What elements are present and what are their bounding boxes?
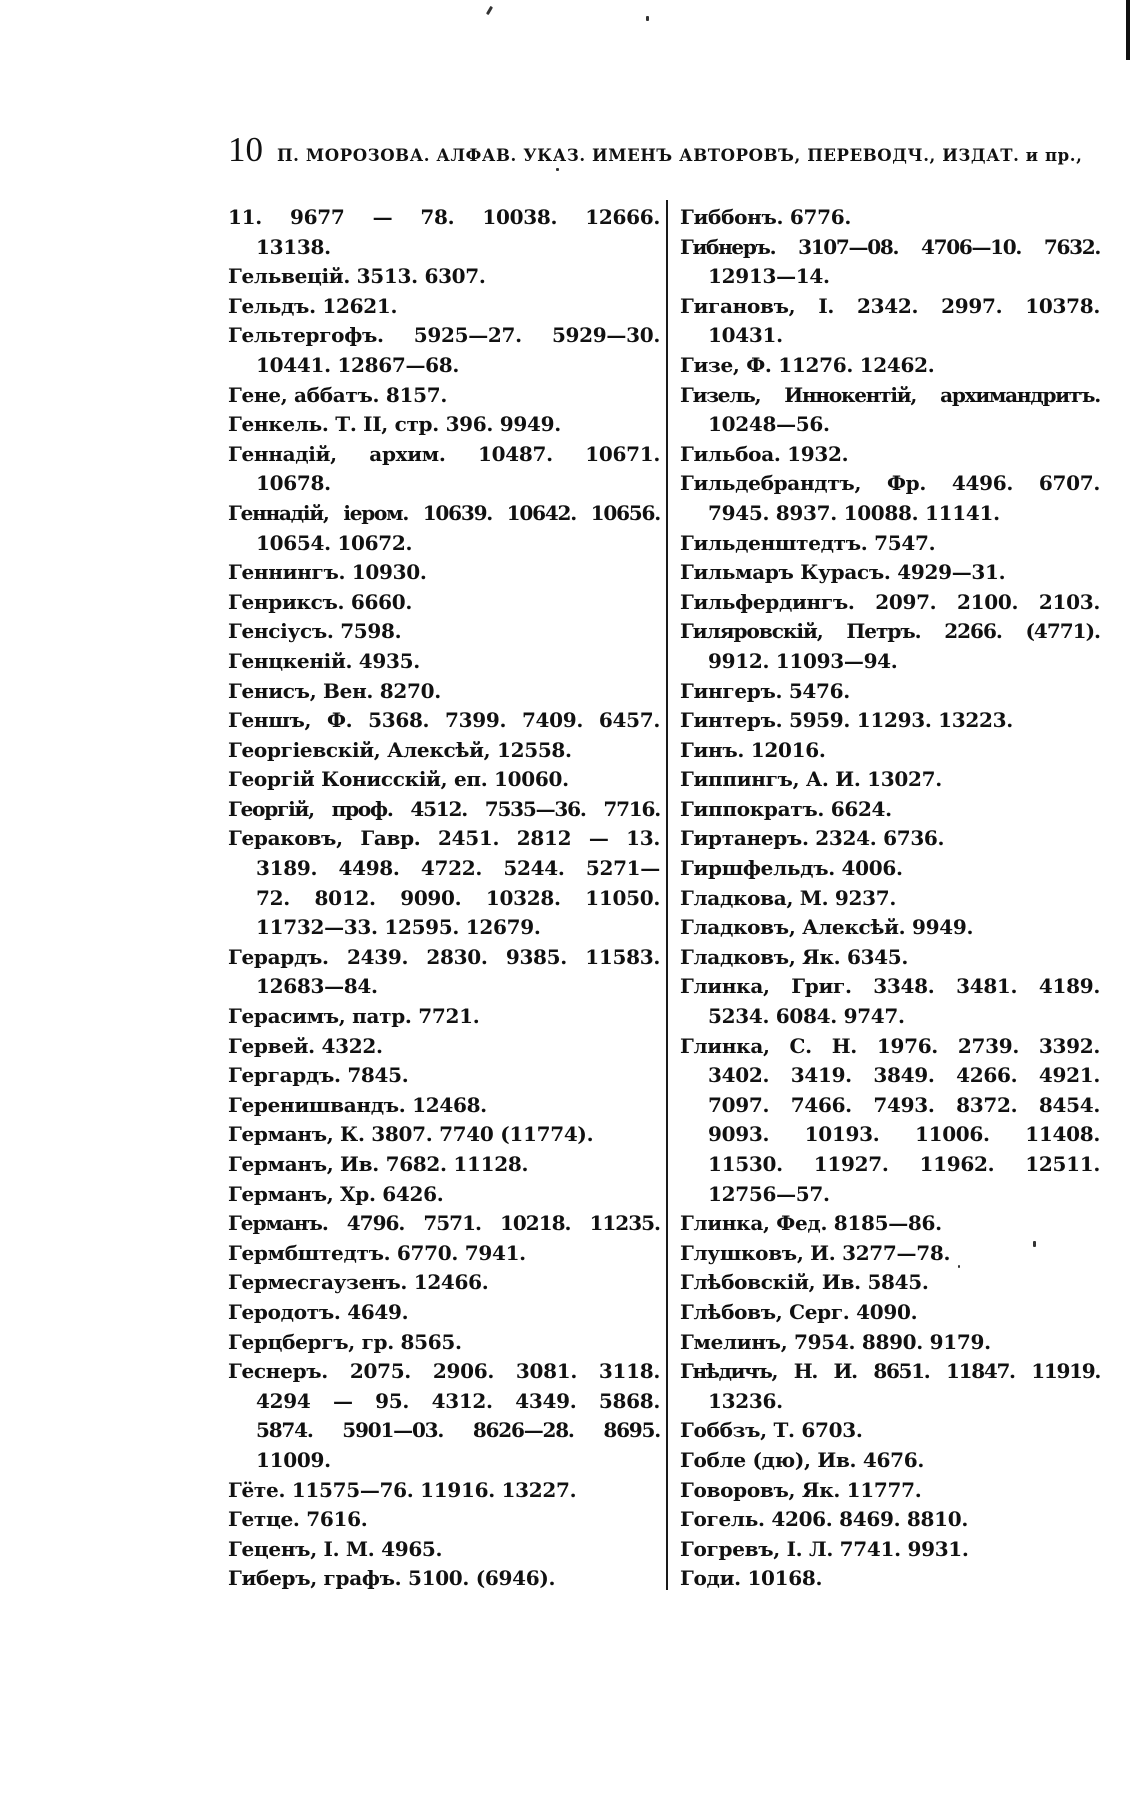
index-entry-line: Гладкова, М. 9237. (680, 885, 897, 910)
index-entry-line: 11732—33. 12595. 12679. (256, 915, 541, 940)
index-entry-line: Геннадій, архим. 10487. 10671. (228, 441, 660, 466)
index-entry-line: Гладковъ, Як. 6345. (680, 944, 909, 969)
index-entry-line: Глушковъ, И. 3277—78. (680, 1240, 951, 1265)
index-entry-line: Герасимъ, патр. 7721. (228, 1004, 480, 1029)
index-entry-line: Гетце. 7616. (228, 1507, 368, 1532)
index-entry-line: Геренишвандъ. 12468. (228, 1092, 487, 1117)
index-entry-line: Генриксъ. 6660. (228, 589, 413, 614)
index-entry-line: Гнѣдичъ, Н. И. 8651. 11847. 11919. (680, 1359, 1100, 1384)
index-entry-line: Герцбергъ, гр. 8565. (228, 1329, 462, 1354)
index-entry-line: Гизе, Ф. 11276. 12462. (680, 352, 935, 377)
index-entry-line: 7097. 7466. 7493. 8372. 8454. (708, 1092, 1100, 1117)
index-entry-line: Геншъ, Ф. 5368. 7399. 7409. 6457. (228, 708, 660, 733)
index-entry-line: Говоровъ, Як. 11777. (680, 1477, 922, 1502)
index-entry-line: 12756—57. (708, 1181, 830, 1206)
index-entry-line: Гельвецій. 3513. 6307. (228, 264, 486, 289)
index-entry-line: Гиршфельдъ. 4006. (680, 856, 903, 881)
index-entry-line: Глѣбовъ, Серг. 4090. (680, 1299, 918, 1324)
index-entry-line: Гинтеръ. 5959. 11293. 13223. (680, 708, 1013, 733)
index-entry-line: Гиляровскій, Петръ. 2266. (4771). (680, 619, 1100, 644)
index-entry-line: Георгіевскій, Алексѣй, 12558. (228, 737, 572, 762)
index-entry-line: Гогель. 4206. 8469. 8810. (680, 1507, 969, 1532)
index-entry-line: Гиппингъ, А. И. 13027. (680, 767, 942, 792)
index-entry-line: 72. 8012. 9090. 10328. 11050. (256, 885, 660, 910)
index-entry-line: 13236. (708, 1388, 783, 1413)
index-entry-line: 5234. 6084. 9747. (708, 1004, 905, 1029)
index-entry-line: 10654. 10672. (256, 530, 413, 555)
index-entry-line: 10248—56. (708, 412, 830, 437)
index-entry-line: Германъ, Хр. 6426. (228, 1181, 444, 1206)
right-column (680, 203, 1100, 1594)
index-entry-line: Германъ, К. 3807. 7740 (11774). (228, 1122, 594, 1147)
index-entry-line: 10431. (708, 323, 783, 348)
scan-speck (646, 16, 649, 21)
left-column (228, 203, 660, 1594)
index-entry-line: Гмелинъ, 7954. 8890. 9179. (680, 1329, 991, 1354)
index-entry-line: Гинъ. 12016. (680, 737, 826, 762)
index-entry-line: Гиппократъ. 6624. (680, 796, 892, 821)
index-entry-line: Георгій, проф. 4512. 7535—36. 7716. (228, 796, 660, 821)
index-entry-line: Гельтергофъ. 5925—27. 5929—30. (228, 323, 660, 348)
index-entry-line: Гильбоа. 1932. (680, 441, 849, 466)
index-entry-line: Геннадій, іером. 10639. 10642. 10656. (228, 500, 660, 525)
index-entry-line: Гене, аббатъ. 8157. (228, 382, 448, 407)
index-entry-line: Герардъ. 2439. 2830. 9385. 11583. (228, 944, 660, 969)
index-entry-line: 7945. 8937. 10088. 11141. (708, 500, 1000, 525)
index-entry-line: Генисъ, Вен. 8270. (228, 678, 441, 703)
index-entry-line: Гельдъ. 12621. (228, 293, 398, 318)
column-divider (666, 200, 668, 1590)
index-entry-line: Геснеръ. 2075. 2906. 3081. 3118. (228, 1359, 660, 1384)
index-entry-line: Глѣбовскій, Ив. 5845. (680, 1270, 929, 1295)
index-entry-line: 10441. 12867—68. (256, 352, 460, 377)
page-header (228, 130, 1108, 170)
index-entry-line: Гоббзъ, Т. 6703. (680, 1418, 863, 1443)
index-entry-line: Генкель. Т. II, стр. 396. 9949. (228, 412, 561, 437)
index-entry-line: 5874. 5901—03. 8626—28. 8695. (256, 1418, 660, 1443)
index-entry-line: 3402. 3419. 3849. 4266. 4921. (708, 1063, 1100, 1088)
index-entry-line: Глинка, Фед. 8185—86. (680, 1211, 942, 1236)
index-entry-line: Георгій Конисскій, еп. 10060. (228, 767, 569, 792)
index-entry-line: Гиртанеръ. 2324. 6736. (680, 826, 945, 851)
index-entry-line: Гибнеръ. 3107—08. 4706—10. 7632. (680, 234, 1100, 259)
index-entry-line: 11009. (256, 1447, 331, 1472)
index-entry-line: Гогревъ, І. Л. 7741. 9931. (680, 1536, 969, 1561)
index-entry-line: Гераковъ, Гавр. 2451. 2812 — 13. (228, 826, 660, 851)
index-entry-line: Гиберъ, графъ. 5100. (6946). (228, 1566, 556, 1591)
index-entry-line: 4294 — 95. 4312. 4349. 5868. (256, 1388, 660, 1413)
index-entry-line: 3189. 4498. 4722. 5244. 5271— (256, 856, 660, 881)
index-entry-line: Гиббонъ. 6776. (680, 205, 851, 229)
index-entry-line: Годи. 10168. (680, 1566, 823, 1591)
index-entry-line: Германъ, Ив. 7682. 11128. (228, 1152, 529, 1176)
scan-edge-mark (1126, 0, 1130, 60)
scan-speck (486, 6, 493, 15)
index-entry-line: Геценъ, І. М. 4965. (228, 1536, 443, 1561)
index-entry-line: Глинка, Григ. 3348. 3481. 4189. (680, 974, 1100, 999)
index-entry-line: 10678. (256, 471, 331, 496)
index-entry-line: Гладковъ, Алексѣй. 9949. (680, 915, 974, 940)
running-title: П. МОРОЗОВА. АЛФАВ. УКАЗ. ИМЕНЪ АВТОРОВЪ, ПЕРЕВОДЧ., ИЗДАТ. и пр., (277, 146, 1083, 165)
index-entry-line: Гингеръ. 5476. (680, 678, 850, 703)
index-entry-line: Гизель, Иннокентій, архимандритъ. (680, 382, 1100, 407)
index-entry-line: 12683—84. (256, 974, 378, 999)
index-entry-line: Гильфердингъ. 2097. 2100. 2103. (680, 589, 1100, 614)
index-entry-line: 9912. 11093—94. (708, 648, 898, 673)
index-entry-line: 12913—14. (708, 264, 830, 289)
page-number: 10 (228, 130, 263, 169)
index-entry-line: Гервей. 4322. (228, 1033, 383, 1058)
index-entry-line: 11. 9677 — 78. 10038. 12666. (228, 205, 660, 229)
index-entry-line: Гильмаръ Курасъ. 4929—31. (680, 560, 1006, 585)
index-entry-line: Гермбштедтъ. 6770. 7941. (228, 1240, 526, 1265)
index-entry-line: Гермесгаузенъ. 12466. (228, 1270, 489, 1295)
index-entry-line: 9093. 10193. 11006. 11408. (708, 1122, 1100, 1147)
index-entry-line: 11530. 11927. 11962. 12511. (708, 1152, 1100, 1176)
index-entry-line: Генцкеній. 4935. (228, 648, 420, 673)
index-entry-line: Генсіусъ. 7598. (228, 619, 402, 644)
index-entry-line: Германъ. 4796. 7571. 10218. 11235. (228, 1211, 660, 1236)
index-entry-line: Гильдебрандтъ, Фр. 4496. 6707. (680, 471, 1100, 496)
index-entry-line: Гильденштедтъ. 7547. (680, 530, 936, 555)
index-entry-line: Гергардъ. 7845. (228, 1063, 409, 1088)
index-entry-line: 13138. (256, 234, 331, 259)
index-entry-line: Глинка, С. Н. 1976. 2739. 3392. (680, 1033, 1100, 1058)
index-entry-line: Гобле (дю), Ив. 4676. (680, 1447, 925, 1472)
index-entry-line: Гигановъ, І. 2342. 2997. 10378. (680, 293, 1100, 318)
index-entry-line: Геродотъ. 4649. (228, 1299, 409, 1324)
index-entry-line: Гёте. 11575—76. 11916. 13227. (228, 1477, 577, 1502)
index-entry-line: Геннингъ. 10930. (228, 560, 427, 585)
